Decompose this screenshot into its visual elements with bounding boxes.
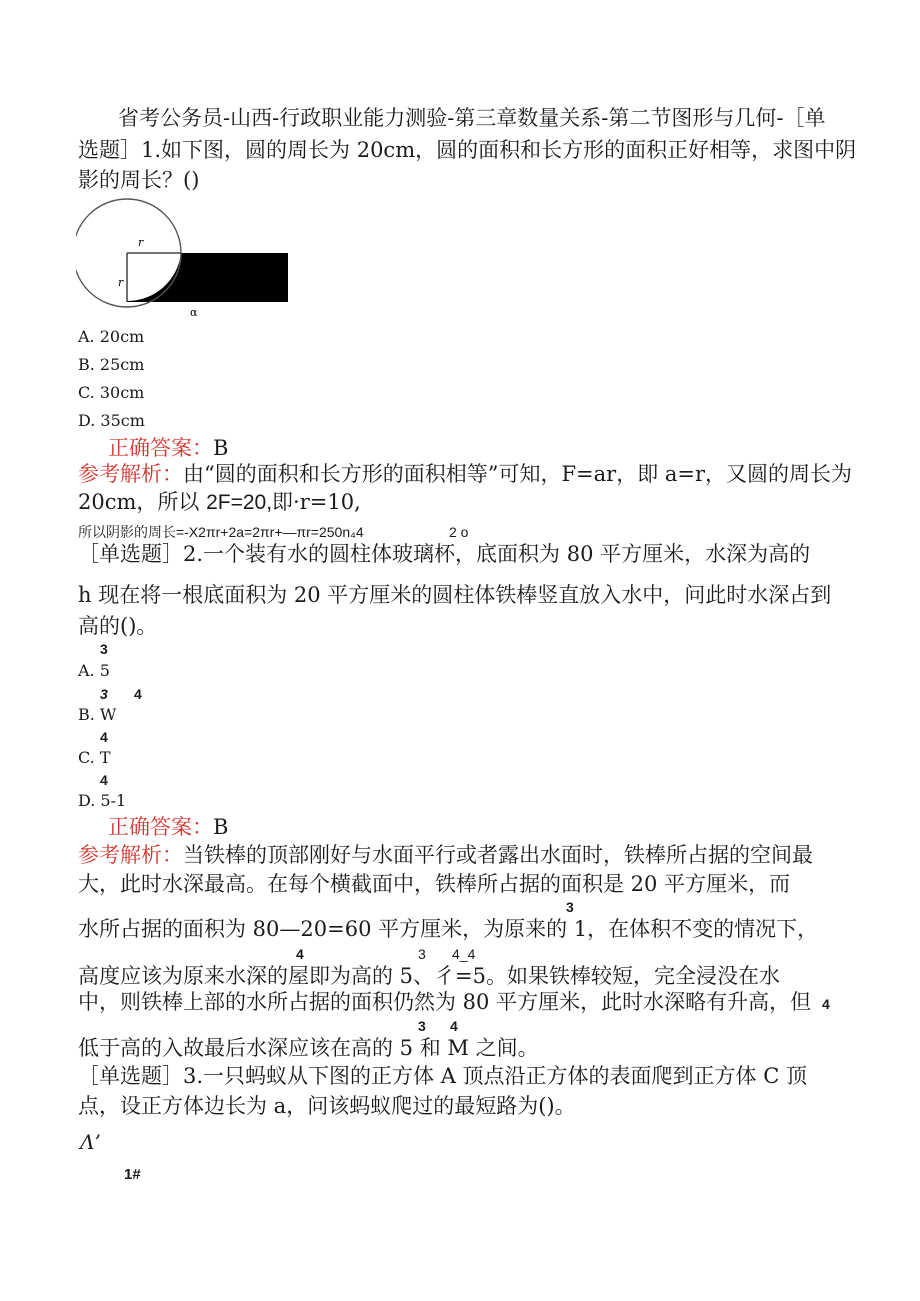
q2-analysis-line-4-superscript-3: 4_4: [452, 946, 476, 962]
q1-line-3: 影的周长？(): [78, 168, 200, 192]
q2-answer-value: B: [213, 815, 229, 839]
q1-analysis-text-2c: 即·r=10,: [272, 490, 361, 514]
q2-analysis-line-5-tail: 4: [822, 996, 830, 1012]
q3-figure-label-a: Λ’: [80, 1130, 101, 1154]
q1-line-1: 省考公务员-山西-行政职业能力测验-第三章数量关系-第二节图形与几何-［单: [118, 106, 826, 130]
q2-analysis-line-3: 水所占据的面积为 80—20=60 平方厘米，为原来的 1，在体积不变的情况下，: [78, 917, 819, 941]
q1-option-d: D. 35cm: [78, 411, 145, 430]
q2-answer-label: 正确答案：: [108, 815, 213, 839]
q3-line-2: 点，设正方体边长为 a，问该蚂蚁爬过的最短路为()。: [78, 1094, 576, 1118]
q2-analysis-line-6-superscript-1: 3: [418, 1018, 426, 1034]
q1-option-c: C. 30cm: [78, 383, 145, 402]
q2-analysis-line-6-superscript-2: 4: [450, 1018, 458, 1034]
q1-analysis-label: 参考解析：: [78, 462, 183, 486]
q3-line-1: ［单选题］3.一只蚂蚁从下图的正方体 A 顶点沿正方体的表面爬到正方体 C 顶: [78, 1064, 807, 1088]
q2-analysis-line-4-superscript-1: 4: [296, 946, 304, 962]
q2-line-2: h 现在将一根底面积为 20 平方厘米的圆柱体铁棒竖直放入水中，问此时水深占到: [78, 583, 832, 607]
q1-analysis-line-2: [78, 490, 361, 515]
q1-option-a: A. 20cm: [78, 327, 145, 346]
q1-answer-label: 正确答案：: [108, 436, 213, 460]
q2-option-d: D. 5-1: [78, 791, 127, 810]
circle-rectangle-figure: [76, 198, 290, 320]
q2-analysis-line-1: [78, 843, 813, 867]
q1-analysis-text-2a: 20cm，所以: [78, 490, 207, 514]
q2-analysis-line-4: 高度应该为原来水深的屋即为高的 5、彳=5。如果铁棒较短，完全浸没在水: [78, 964, 780, 988]
q2-analysis-line-3-superscript: 3: [566, 899, 574, 915]
q1-answer: [108, 436, 228, 460]
q2-answer: [108, 815, 228, 839]
q2-option-b: B. W: [78, 705, 117, 724]
q2-line-3: 高的()。: [78, 614, 158, 638]
fig-label-r-left: r: [118, 276, 124, 289]
q2-option-a-superscript: 3: [100, 641, 108, 657]
q2-option-a: A. 5: [78, 661, 110, 680]
fig-label-r-top: r: [138, 236, 144, 249]
q2-analysis-label: 参考解析：: [78, 843, 183, 867]
q1-analysis-text-1: 由“圆的面积和长方形的面积相等”可知，F=ar，即 a=r，又圆的周长为: [183, 462, 853, 486]
q1-answer-value: B: [213, 436, 229, 460]
q2-option-d-superscript: 4: [100, 772, 108, 788]
q1-analysis-text-2b: 2F=20,: [206, 491, 273, 514]
q2-analysis-line-5: 中，则铁棒上部的水所占据的面积仍然为 80 平方厘米，此时水深略有升高，但: [78, 990, 812, 1014]
fig-label-a: α: [190, 306, 198, 319]
q1-line-2: 选题］1.如下图，圆的周长为 20cm，圆的面积和长方形的面积正好相等，求图中阴: [78, 138, 857, 162]
q1-analysis-line-1: [78, 462, 852, 486]
q2-analysis-line-6: 低于高的入故最后水深应该在高的 5 和 M 之间。: [78, 1036, 539, 1060]
q1-option-b: B. 25cm: [78, 355, 145, 374]
q2-option-b-superscript-1: 3: [100, 686, 108, 702]
q2-analysis-line-4-superscript-2: 3: [418, 946, 426, 962]
q2-option-c: C. T: [78, 748, 111, 767]
q2-line-1: ［单选题］2.一个装有水的圆柱体玻璃杯，底面积为 80 平方厘米，水深为高的: [78, 542, 811, 566]
q3-figure-label-b: 1#: [124, 1166, 141, 1183]
q1-analysis-line-3: 所以阴影的周长=-X2πr+2a=2πr+—πr=250n₄4: [78, 524, 364, 540]
q2-analysis-text-1: 当铁棒的顶部刚好与水面平行或者露出水面时，铁棒所占据的空间最: [183, 843, 813, 867]
q2-option-b-superscript-2: 4: [134, 686, 142, 702]
q1-analysis-line-3b: 2 o: [449, 524, 469, 540]
q2-analysis-line-2: 大，此时水深最高。在每个横截面中，铁棒所占据的面积是 20 平方厘米，而: [78, 872, 791, 896]
q2-option-c-superscript: 4: [100, 729, 108, 745]
